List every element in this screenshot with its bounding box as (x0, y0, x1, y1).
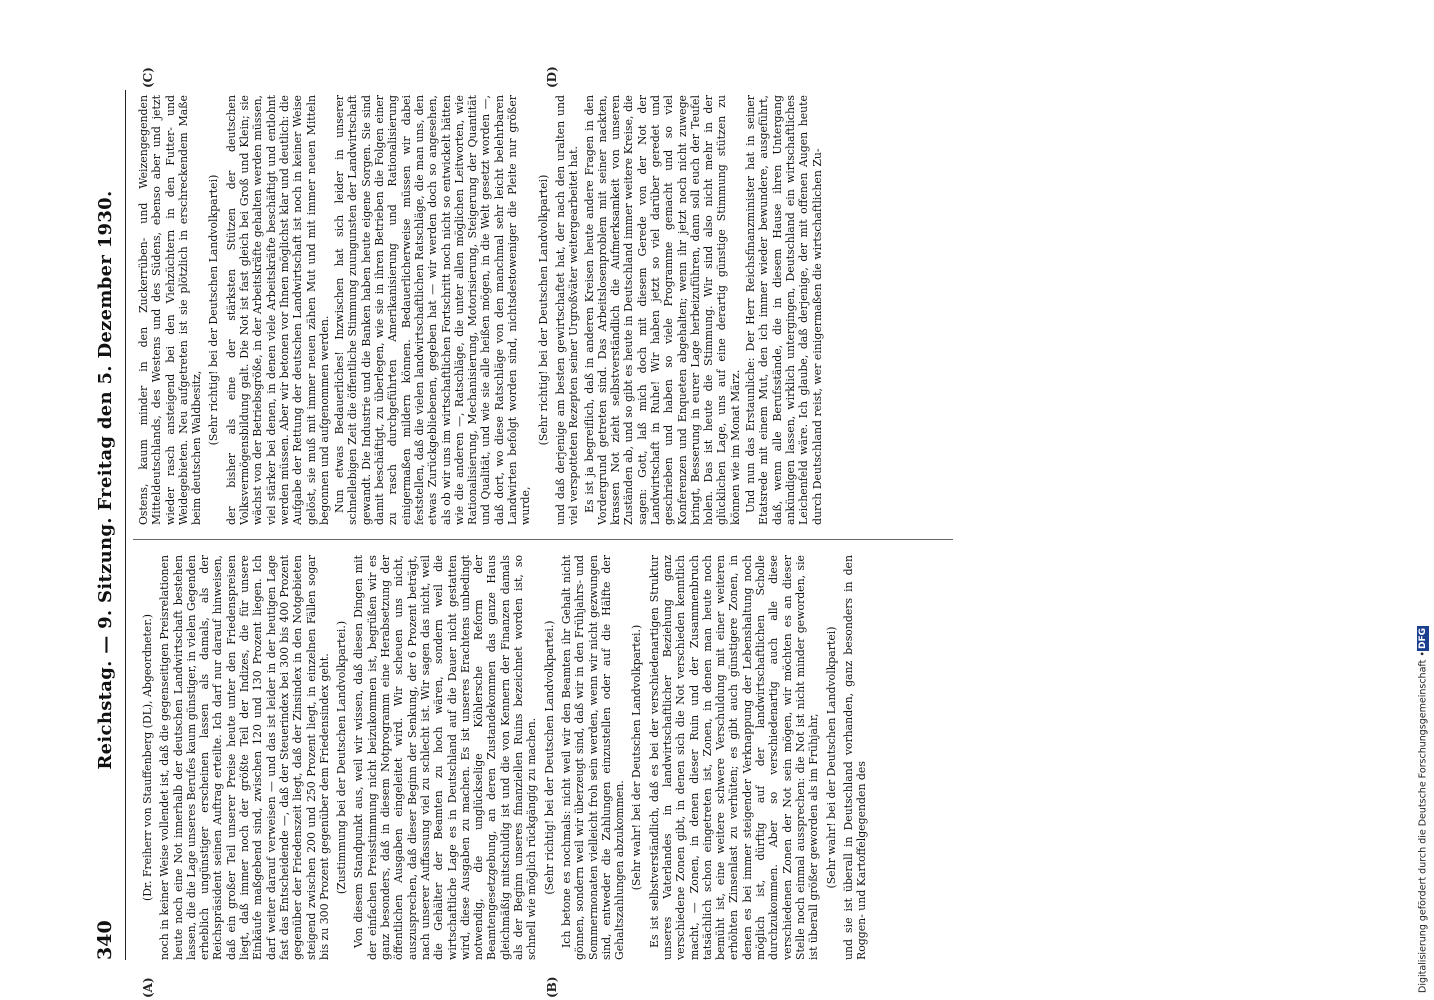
paragraph: und daß derjenige am besten gewirtschaftet hat, der nach den uralten und viel verspotteten Rezepten seiner Urgroßväter weitergearbeitet hat. (553, 95, 581, 525)
dfg-logo: DFG (1418, 628, 1428, 650)
page-number: 340 (94, 920, 116, 960)
interjection: (Zustimmung bei der Deutschen Landvolkpartei.) (335, 620, 349, 895)
interjection: (Sehr richtig! bei der Deutschen Landvolkpartei) (207, 174, 221, 446)
paragraph: Es ist selbstverständlich, daß es bei der verschiedenartigen Struktur unseres Vaterlandes in landwirtschaftlicher Beziehung ganz verschiedene Zonen gibt, in denen sich die Not verschieden kenntlich macht, — Zonen, in denen dieser Ruin und der Zusammenbruch tatsächlich schon eingetreten ist, Zonen, in denen man heute noch bemüht ist, eine weitere schwere Verschuldung mit einer weiteren erhöhten Zinsenlast zu verhüten; es gibt auch günstigere Zonen, in denen es bei immer steigender Verknappung der Lebenshaltung noch möglich ist, dürftig auf der landwirtschaftlichen Scholle durchzukommen. Aber so verschiedenartig auch alle diese verschiedenen Zonen der Not sein mögen, wir möchten es an dieser Stelle noch einmal aussprechen: die Not ist nicht minder geworden, sie ist überall größer geworden als im Frühjahr, (647, 555, 821, 960)
text-column-left (137, 555, 957, 960)
page-title: Reichstag. — 9. Sitzung. Freitag den 5. Dezember 1930. (94, 190, 116, 770)
margin-marker-a: (A) (141, 977, 155, 998)
paragraph: Von diesem Standpunkt aus, weil wir wissen, daß diesen Dingen mit der einfachen Preisstimmung nicht beizukommen ist, begrüßen wir es ganz besonders, daß in diesem Notprogramm eine Herabsetzung der öffentlichen Ausgaben eingeleitet wird. Wir scheuen uns nicht, auszusprechen, daß dieser Beginn der Senkung, der 6 Prozent beträgt, nach unserer Auffassung viel zu schlecht ist. Wir sagen das nicht, weil die Gehälter der Beamten zu hoch wären, sondern weil die wirtschaftliche Lage es in Deutschland auf die Dauer nicht gestatten wird, diese Ausgaben zu machen. Es ist unseres Erachtens unbedingt notwendig, die unglückselige Köhlersche Reform der Beamtengesetzgebung, an deren Zustandekommen das ganze Haus gleichmäßig mitschuldig ist und die von Kennern der Finanzen damals als der Beginn unseres finanziellen Ruins bezeichnet worden ist, so schnell wie möglich rückgängig zu machen. (352, 555, 539, 960)
rotated-page-content (85, 66, 1375, 998)
speaker-line: (Dr. Freiherr von Stauffenberg (DL), Abgeordneter.) (141, 613, 154, 902)
text-column-right (137, 95, 957, 525)
interjection: (Sehr wahr! bei der Deutschen Landvolkpartei) (824, 626, 838, 889)
paragraph: Es ist ja begreiflich, daß in anderen Kreisen heute andere Fragen in den Vordergrund getreten sind. Das Arbeitslosenproblem mit seiner nackten, krassen Not zieht selbstverständlich die Aufmerksamkeit von unseren Zuständen ab, und so gibt es heute in Deutschland immer weitere Kreise, die sagen: Gott, laß mich doch mit diesem Gerede von der Not der Landwirtschaft in Ruhe! Wir haben jetzt so viel darüber geredet und geschrieben und haben so viele Programme gemacht und so viel Konferenzen und Enqueten abgehalten; wenn ihr jetzt noch nicht zuwege bringt, Besserung in eurer Lage herbeizuführen, dann soll euch der Teufel holen. Das ist heute die Stimmung. Wir sind also nicht mehr in der glücklichen Lage, uns auf eine derartig günstige Stimmung stützen zu können wie im Monat März. (582, 95, 742, 525)
margin-marker-b: (B) (545, 976, 559, 998)
paragraph: Nun etwas Bedauerliches! Inzwischen hat sich leider in unserer schnellebigen Zeit die öffentliche Stimmung zuungunsten der Landwirtschaft gewandt. Die Industrie und die Banken haben heute eigene Sorgen. Sie sind damit beschäftigt, zu überlegen, wie sie in ihren Betrieben die Folgen einer zu rasch durchgeführten Amerikanisierung und Rationalisierung einigermaßen mildern können. Bedauerlicherweise müssen wir dabei feststellen, daß die vielen landwirtschaftlichen Ratschläge, die man uns, den etwas Zurückgebliebenen, gegeben hat — wir werden doch so angesehen, als ob wir uns im wirtschaftlichen Fortschritt noch nicht so entwickelt hätten wie die anderen —, Ratschläge, die unter allen möglichen Leitworten, wie Rationalisierung, Mechanisierung, Motorisierung, Steigerung der Quantität und Qualität, und wie sie alle heißen mögen, in die Welt gesetzt worden —, daß dort, wo diese Ratschläge von den manchmal sehr leicht belehrbaren Landwirten befolgt worden sind, nichtsdestoweniger die Pleite nur größer wurde, (333, 95, 533, 525)
interjection: (Sehr richtig! bei der Deutschen Landvolkpartei) (536, 174, 550, 446)
paragraph: Ich betone es nochmals: nicht weil wir den Beamten ihr Gehalt nicht gönnen, sondern weil wir überzeugt sind, daß wir in den Frühjahrs- und Sommermonaten vielleicht froh sein werden, wenn wir nicht gezwungen sind, entweder die Zahlungen einzustellen oder auf die Hälfte der Gehaltszahlungen abzukommen. (559, 555, 627, 960)
column-divider (133, 539, 953, 540)
paragraph: und sie ist überall in Deutschland vorhanden, ganz besonders in den Roggen- und Kartoffelgegenden des (841, 555, 869, 960)
paragraph: der bisher als eine der stärksten Stützen der deutschen Volksvermögensbildung galt. Die Not ist fast gleich bei Groß und Klein; sie wächst von der Betriebsgröße, in der Arbeitskräfte gehalten werden müssen, viel stärker bei denen, in denen viele Arbeitskräfte beschäftigt und entlohnt werden müssen. Aber wir betonen vor Ihnen möglichst klar und deutlich: die Aufgabe der Rettung der deutschen Landwirtschaft ist noch in keiner Weise gelöst, sie muß mit immer neuen zähen Mut und mit immer neuen Mitteln begonnen und aufgenommen werden. (224, 95, 331, 525)
margin-marker-c: (C) (141, 67, 155, 88)
margin-marker-d: (D) (545, 66, 559, 88)
digitization-credit (1414, 7, 1432, 993)
paragraph: noch in keiner Weise vollendet ist, daß die gegenseitigen Preisrelationen heute noch eine Not innerhalb der deutschen Landwirtschaft bestehen lassen, die die Lage unseres Berufes kaum günstiger, in vielen Gegenden erheblich ungünstiger erscheinen lassen als damals, als der Reichspräsident seinen Auftrag erteilte. Ich darf nur darauf hinweisen, daß ein großer Teil unserer Preise heute unter den Friedenspreisen liegt, daß immer noch der größte Teil der Indizes, die für unsere Einkäufe maßgebend sind, zwischen 120 und 130 Prozent liegen. Ich darf weiter darauf verweisen — und das ist leider in der heutigen Lage fast das Entscheidende —, daß der Steuerindex bei 300 bis 400 Prozent gegenüber der Friedenszeit liegt, daß der Zinsindex in den Notgebieten steigend zwischen 200 und 250 Prozent liegt, in einzelnen Fällen sogar bis zu 300 Prozent gegenüber dem Friedensindex geht. (158, 555, 331, 960)
credit-text: Digitalisierung gefördert durch die Deutsche Forschungsgemeinschaft • (1417, 651, 1429, 993)
page-header (85, 90, 126, 960)
paragraph: Ostens, kaum minder in den Zuckerrüben- und Weizengegenden Mitteldeutschlands, des Westens und des Südens, ebenso aber und jetzt wieder rasch ansteigend bei den Viehzüchtern in den Futter- und Weidegebieten. Neu aufgetreten ist sie plötzlich in erschreckendem Maße beim deutschen Waldbesitz, (137, 95, 204, 525)
interjection: (Sehr wahr! bei der Deutschen Landvolkpartei.) (630, 624, 644, 891)
paragraph: Und nun das Erstaunliche: Der Herr Reichsfinanzminister hat in seiner Etatsrede mit einem Mut, den ich immer wieder bewundere, ausgeführt, daß, wenn alle Berufsstände, die in diesem Hause ihren Untergang ankündigen lassen, wirklich untergingen, Deutschland ein wirtschaftliches Leichenfeld wäre. Ich glaube, daß derjenige, der mit offenen Augen heute durch Deutschland reist, wer einigermaßen die wirtschaftlichen Zu- (744, 95, 824, 525)
interjection: (Sehr richtig! bei der Deutschen Landvolkpartei.) (542, 620, 556, 895)
